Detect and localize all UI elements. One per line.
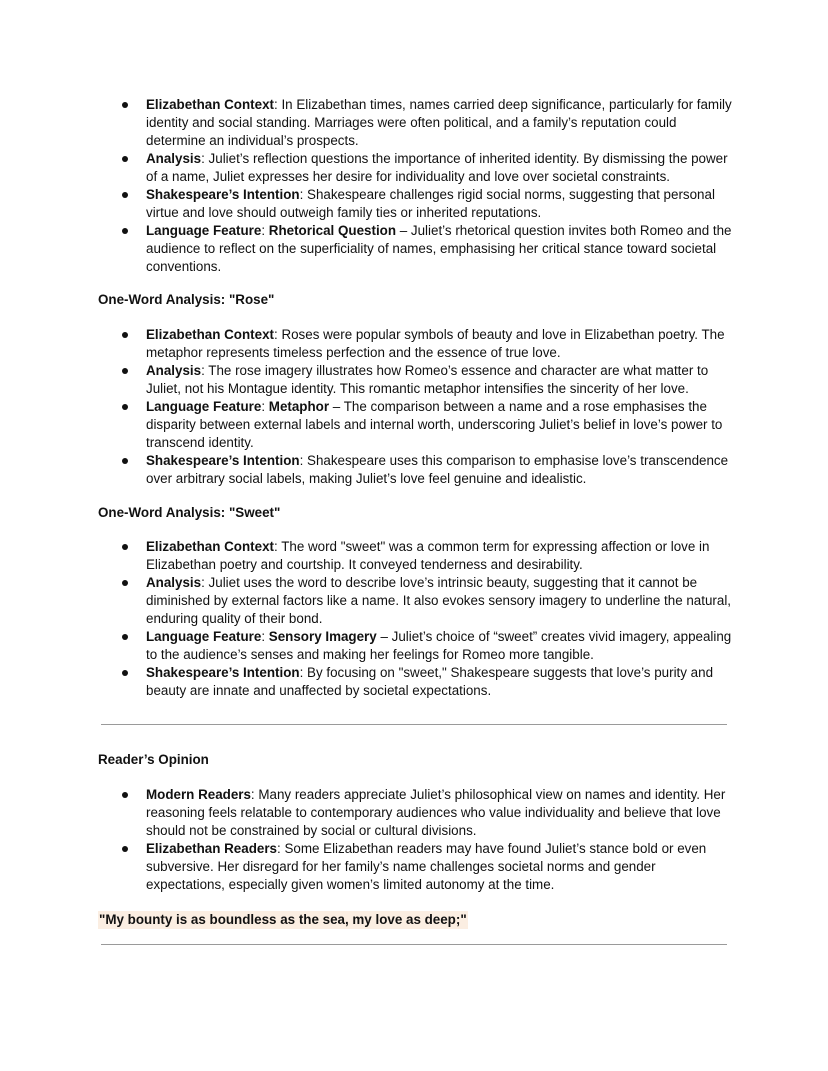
item-label: Elizabethan Context	[146, 539, 274, 554]
sweet-analysis-list	[0, 538, 736, 700]
sweet-heading: One-Word Analysis: "Sweet"	[98, 505, 281, 520]
list-item: Language Feature: Metaphor – The comparison between a name and a rose emphasises the disparity between external labels and internal worth, underscoring Juliet’s belief in love’s power to transcend identity.	[0, 398, 736, 452]
item-text: Juliet uses the word to describe love’s intrinsic beauty, suggesting that it cannot be diminished by external factors like a name. It also evokes sensory imagery to underline the natural, enduring quality of their bond.	[146, 575, 732, 626]
item-label: Elizabethan Context	[146, 97, 274, 112]
item-text: Some Elizabethan readers may have found Juliet’s stance bold or even subversive. Her disregard for her family’s name challenges societal norms and gender expectations, especially given women’s limited autonomy at the time.	[146, 841, 707, 892]
item-label: Analysis	[146, 575, 202, 590]
item-text: Roses were popular symbols of beauty and love in Elizabethan poetry. The metaphor represents timeless perfection and the essence of true love.	[146, 327, 725, 360]
item-text: The rose imagery illustrates how Romeo’s essence and character are what matter to Juliet, not his Montague identity. This romantic metaphor intensifies the sincerity of her love.	[146, 363, 709, 396]
bullet-icon	[122, 544, 128, 550]
item-label: Analysis	[146, 363, 202, 378]
list-item: Analysis: Juliet uses the word to describe love’s intrinsic beauty, suggesting that it cannot be diminished by external factors like a name. It also evokes sensory imagery to underline the natural, enduring quality of their bond.	[0, 574, 736, 628]
bullet-icon	[122, 634, 128, 640]
horizontal-divider	[101, 944, 727, 945]
list-item: Elizabethan Readers: Some Elizabethan readers may have found Juliet’s stance bold or even subversive. Her disregard for her family’s name challenges societal norms and gender expectations, especially given women’s limited autonomy at the time.	[0, 840, 736, 894]
name-analysis-list	[0, 96, 736, 276]
item-text: The word "sweet" was a common term for expressing affection or love in Elizabethan poetry and courtship. It conveyed tenderness and desirability.	[146, 539, 710, 572]
bullet-icon	[122, 192, 128, 198]
bullet-icon	[122, 332, 128, 338]
item-label: Elizabethan Context	[146, 327, 274, 342]
list-item: Shakespeare’s Intention: By focusing on "sweet," Shakespeare suggests that love’s purity and beauty are innate and unaffected by societal expectations.	[0, 664, 736, 700]
bullet-icon	[122, 670, 128, 676]
rose-heading: One-Word Analysis: "Rose"	[98, 292, 275, 307]
item-label: Shakespeare’s Intention	[146, 453, 300, 468]
item-text: Many readers appreciate Juliet’s philosophical view on names and identity. Her reasoning feels relatable to contemporary audiences who value individuality and believe that love should not be constrained by social or cultural divisions.	[146, 787, 726, 838]
item-text: – Juliet’s rhetorical question invites both Romeo and the audience to reflect on the superficiality of names, emphasising her critical stance toward societal conventions.	[146, 223, 732, 274]
bullet-icon	[122, 458, 128, 464]
item-text: – Juliet’s choice of “sweet” creates vivid imagery, appealing to the audience’s senses and making her feelings for Romeo more tangible.	[146, 629, 732, 662]
list-item: Language Feature: Sensory Imagery – Juliet’s choice of “sweet” creates vivid imagery, appealing to the audience’s senses and making her feelings for Romeo more tangible.	[0, 628, 736, 664]
list-item: Elizabethan Context: The word "sweet" was a common term for expressing affection or love in Elizabethan poetry and courtship. It conveyed tenderness and desirability.	[0, 538, 736, 574]
item-label: Modern Readers	[146, 787, 251, 802]
list-item: Shakespeare’s Intention: Shakespeare challenges rigid social norms, suggesting that personal virtue and love should outweigh family ties or inherited reputations.	[0, 186, 736, 222]
item-label: Language Feature	[146, 399, 262, 414]
list-item: Elizabethan Context: Roses were popular symbols of beauty and love in Elizabethan poetry. The metaphor represents timeless perfection and the essence of true love.	[0, 326, 736, 362]
list-item: Shakespeare’s Intention: Shakespeare uses this comparison to emphasise love’s transcendence over arbitrary social labels, making Juliet’s love feel genuine and idealistic.	[0, 452, 736, 488]
readers-opinion-heading: Reader’s Opinion	[98, 752, 209, 767]
item-text: Shakespeare challenges rigid social norms, suggesting that personal virtue and love should outweigh family ties or inherited reputations.	[146, 187, 715, 220]
item-feature: Metaphor	[268, 399, 330, 414]
item-text: – The comparison between a name and a rose emphasises the disparity between external labels and internal worth, underscoring Juliet’s belief in love’s power to transcend identity.	[146, 399, 723, 450]
bullet-icon	[122, 846, 128, 852]
list-item: Modern Readers: Many readers appreciate Juliet’s philosophical view on names and identity. Her reasoning feels relatable to contemporary audiences who value individuality and believe that love should not be constrained by social or cultural divisions.	[0, 786, 736, 840]
list-item: Analysis: Juliet’s reflection questions the importance of inherited identity. By dismissing the power of a name, Juliet expresses her desire for individuality and love over societal constraints.	[0, 150, 736, 186]
rose-analysis-list	[0, 326, 736, 488]
list-item: Elizabethan Context: In Elizabethan times, names carried deep significance, particularly for family identity and social standing. Marriages were often political, and a family’s reputation could determine an individual’s prospects.	[0, 96, 736, 150]
bullet-icon	[122, 792, 128, 798]
bullet-icon	[122, 404, 128, 410]
item-label: Elizabethan Readers	[146, 841, 277, 856]
readers-opinion-list	[0, 786, 736, 894]
item-text: Juliet’s reflection questions the importance of inherited identity. By dismissing the power of a name, Juliet expresses her desire for individuality and love over societal constraints.	[146, 151, 728, 184]
item-text: In Elizabethan times, names carried deep significance, particularly for family identity and social standing. Marriages were often political, and a family’s reputation could determine an individual’s prospects.	[146, 97, 732, 148]
bullet-icon	[122, 228, 128, 234]
bullet-icon	[122, 580, 128, 586]
item-feature: Sensory Imagery	[268, 629, 377, 644]
bullet-icon	[122, 156, 128, 162]
item-label: Language Feature	[146, 629, 262, 644]
item-label: Analysis	[146, 151, 202, 166]
item-label: Shakespeare’s Intention	[146, 665, 300, 680]
bullet-icon	[122, 368, 128, 374]
item-label: Shakespeare’s Intention	[146, 187, 300, 202]
list-item: Language Feature: Rhetorical Question – Juliet’s rhetorical question invites both Romeo and the audience to reflect on the superficiality of names, emphasising her critical stance toward societal conventions.	[0, 222, 736, 276]
item-label: Language Feature	[146, 223, 262, 238]
list-item: Analysis: The rose imagery illustrates how Romeo’s essence and character are what matter to Juliet, not his Montague identity. This romantic metaphor intensifies the sincerity of her love.	[0, 362, 736, 398]
bullet-icon	[122, 102, 128, 108]
item-text: By focusing on "sweet," Shakespeare suggests that love’s purity and beauty are innate and unaffected by societal expectations.	[146, 665, 714, 698]
item-feature: Rhetorical Question	[268, 223, 397, 238]
highlighted-quote: "My bounty is as boundless as the sea, my love as deep;"	[99, 912, 467, 927]
item-text: Shakespeare uses this comparison to emphasise love’s transcendence over arbitrary social labels, making Juliet’s love feel genuine and idealistic.	[146, 453, 729, 486]
horizontal-divider	[101, 724, 727, 725]
